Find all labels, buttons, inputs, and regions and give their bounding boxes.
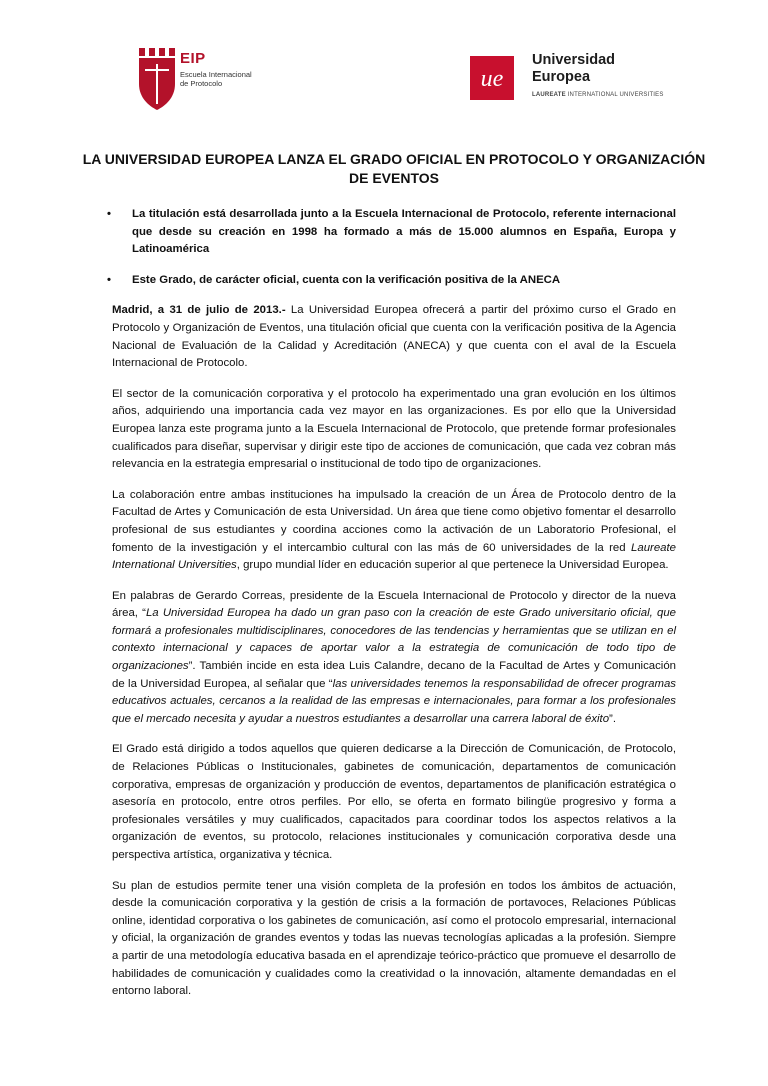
eip-name-line2: de Protocolo [180,79,223,88]
quote-calandre: las universidades tenemos la responsabilidad de ofrecer programas educativos actuales, cercanos a la realidad de las empresas e internacionales, para formar a los profesionales que el mercado necesita y ayudar a nuestros estudiantes a desarrollar una carrera laboral de éxito [112,677,676,725]
list-item: • Este Grado, de carácter oficial, cuenta con la verificación positiva de la ANECA [112,272,676,290]
list-item: • La titulación está desarrollada junto a la Escuela Internacional de Protocolo, referente internacional que desde su creación en 1998 ha formado a más de 15.000 alumnos en España, Europa y Latinoamérica [107,208,676,256]
eip-logo [135,44,265,116]
paragraph-6: Su plan de estudios permite tener una visión completa de la profesión en todos los ámbitos de actuación, desde la comunicación corporativa y la gestión de crisis a la formación de portavoces, Relaciones Públicas online, identidad corporativa o los gabinetes de comunicación, así como el protocolo empresarial, internacional y oficial, la organización de grandes eventos y todas las nuevas tecnologías aplicadas a la profesión. Siempre a partir de una metodología educativa basada en el aprendizaje teórico-práctico que promueve el desarrollo de habilidades de comunicación y cualidades como la creatividad o la innovación, altamente demandadas en el entorno laboral. [112,879,676,998]
bullet-icon: • [107,208,111,220]
paragraph-2: El sector de la comunicación corporativa y el protocolo ha experimentado una gran evolución en los últimos años, adquiriendo una importancia cada vez mayor en las organizaciones. Es por ello que la Universidad Europea lanza este programa junto a la Escuela Internacional de Protocolo, que pretende formar profesionales cualificados para diseñar, supervisar y dirigir este tipo de acciones de comunicación, que cada vez cobran más relevancia en la estrategia empresarial o institucional de todo tipo de organizaciones. [112,387,676,471]
ue-name-line1: Universidad [532,52,615,68]
press-release-body [82,150,706,1014]
network-name: Laureate International Universities [112,541,676,572]
ue-name-line2: Europea [532,69,591,85]
ue-monogram-text: ue [480,66,504,92]
page-title: LA UNIVERSIDAD EUROPEA LANZA EL GRADO OFICIAL EN PROTOCOLO Y ORGANIZACIÓN DE EVENTOS [82,151,706,186]
eip-acronym: EIP [180,50,206,67]
eip-name-line1: Escuela Internacional [180,70,252,79]
dateline: Madrid, a 31 de julio de 2013.- [112,304,286,317]
highlights-list [107,206,676,289]
ue-tag-bold: LAUREATE [532,92,566,98]
paragraph-4: En palabras de Gerardo Correas, presidente de la Escuela Internacional de Protocolo y director de la nueva área, “La Universidad Europea ha dado un gran paso con la creación de este Grado universitario oficial, que formará a profesionales multidisciplinares, conocedores de las tendencias y herramientas que se utilizan en el contexto internacional y capaces de aportar valor a la estrategia de comunicación de todo tipo de organizaciones”. También incide en esta idea Luis Calandre, decano de la Facultad de Artes y Comunicación de la Universidad Europea, al señalar que “las universidades tenemos la responsabilidad de ofrecer programas educativos actuales, cercanos a la realidad de las empresas e internacionales, para formar a los profesionales que el mercado necesita y ayudar a nuestros estudiantes a desarrollar una carrera laboral de éxito”. [112,589,676,725]
ue-monogram-icon [470,56,514,100]
ue-tag-rest: INTERNATIONAL UNIVERSITIES [565,92,664,98]
paragraph-1: Madrid, a 31 de julio de 2013.- La Universidad Europea ofrecerá a partir del próximo curso el Grado en Protocolo y Organización de Eventos, una titulación oficial que cuenta con la verificación positiva de la Agencia Nacional de Evaluación de la Calidad y Acreditación (ANECA) y que cuenta con el aval de la Escuela Internacional de Protocolo. [112,304,676,370]
bullet-icon: • [107,273,111,286]
paragraph-5: El Grado está dirigido a todos aquellos que quieren dedicarse a la Dirección de Comunicación, de Protocolo, de Relaciones Públicas o Institucionales, gabinetes de comunicación, departamentos de comunicación corporativa, empresas de organización y producción de eventos, departamentos de planificación estratégica o asesoría en protocolo, entre otros perfiles. Por ello, se oferta en formato bilingüe progresivo y forma a profesionales versátiles y muy cualificados, capacitados para coordinar todos los aspectos relativos a la organización de eventos, su protocolo, relaciones institucionales y comunicación corporativa desde una perspectiva artística, organizativa y técnica. [112,743,676,861]
quote-correas: La Universidad Europea ha dado un gran paso con la creación de este Grado universitario oficial, que formará a profesionales multidisciplinares, conocedores de las tendencias y herramientas que se utilizan en el contexto internacional y capaces de aportar valor a la estrategia de comunicación de todo tipo de organizaciones [112,607,676,673]
universidad-europea-logo [470,52,670,108]
eip-shield-icon [135,44,179,114]
paragraph-3: La colaboración entre ambas instituciones ha impulsado la creación de un Área de Protocolo dentro de la Facultad de Artes y Comunicación de esta Universidad. Un área que tiene como objetivo fomentar el desarrollo profesional de sus estudiantes y coordina acciones como la activación de un Laboratorio Profesional, el fomento de la investigación y el intercambio cultural con las más de 60 universidades de la red Laureate International Universities, grupo mundial líder en educación superior al que pertenece la Universidad Europea. [112,488,676,572]
